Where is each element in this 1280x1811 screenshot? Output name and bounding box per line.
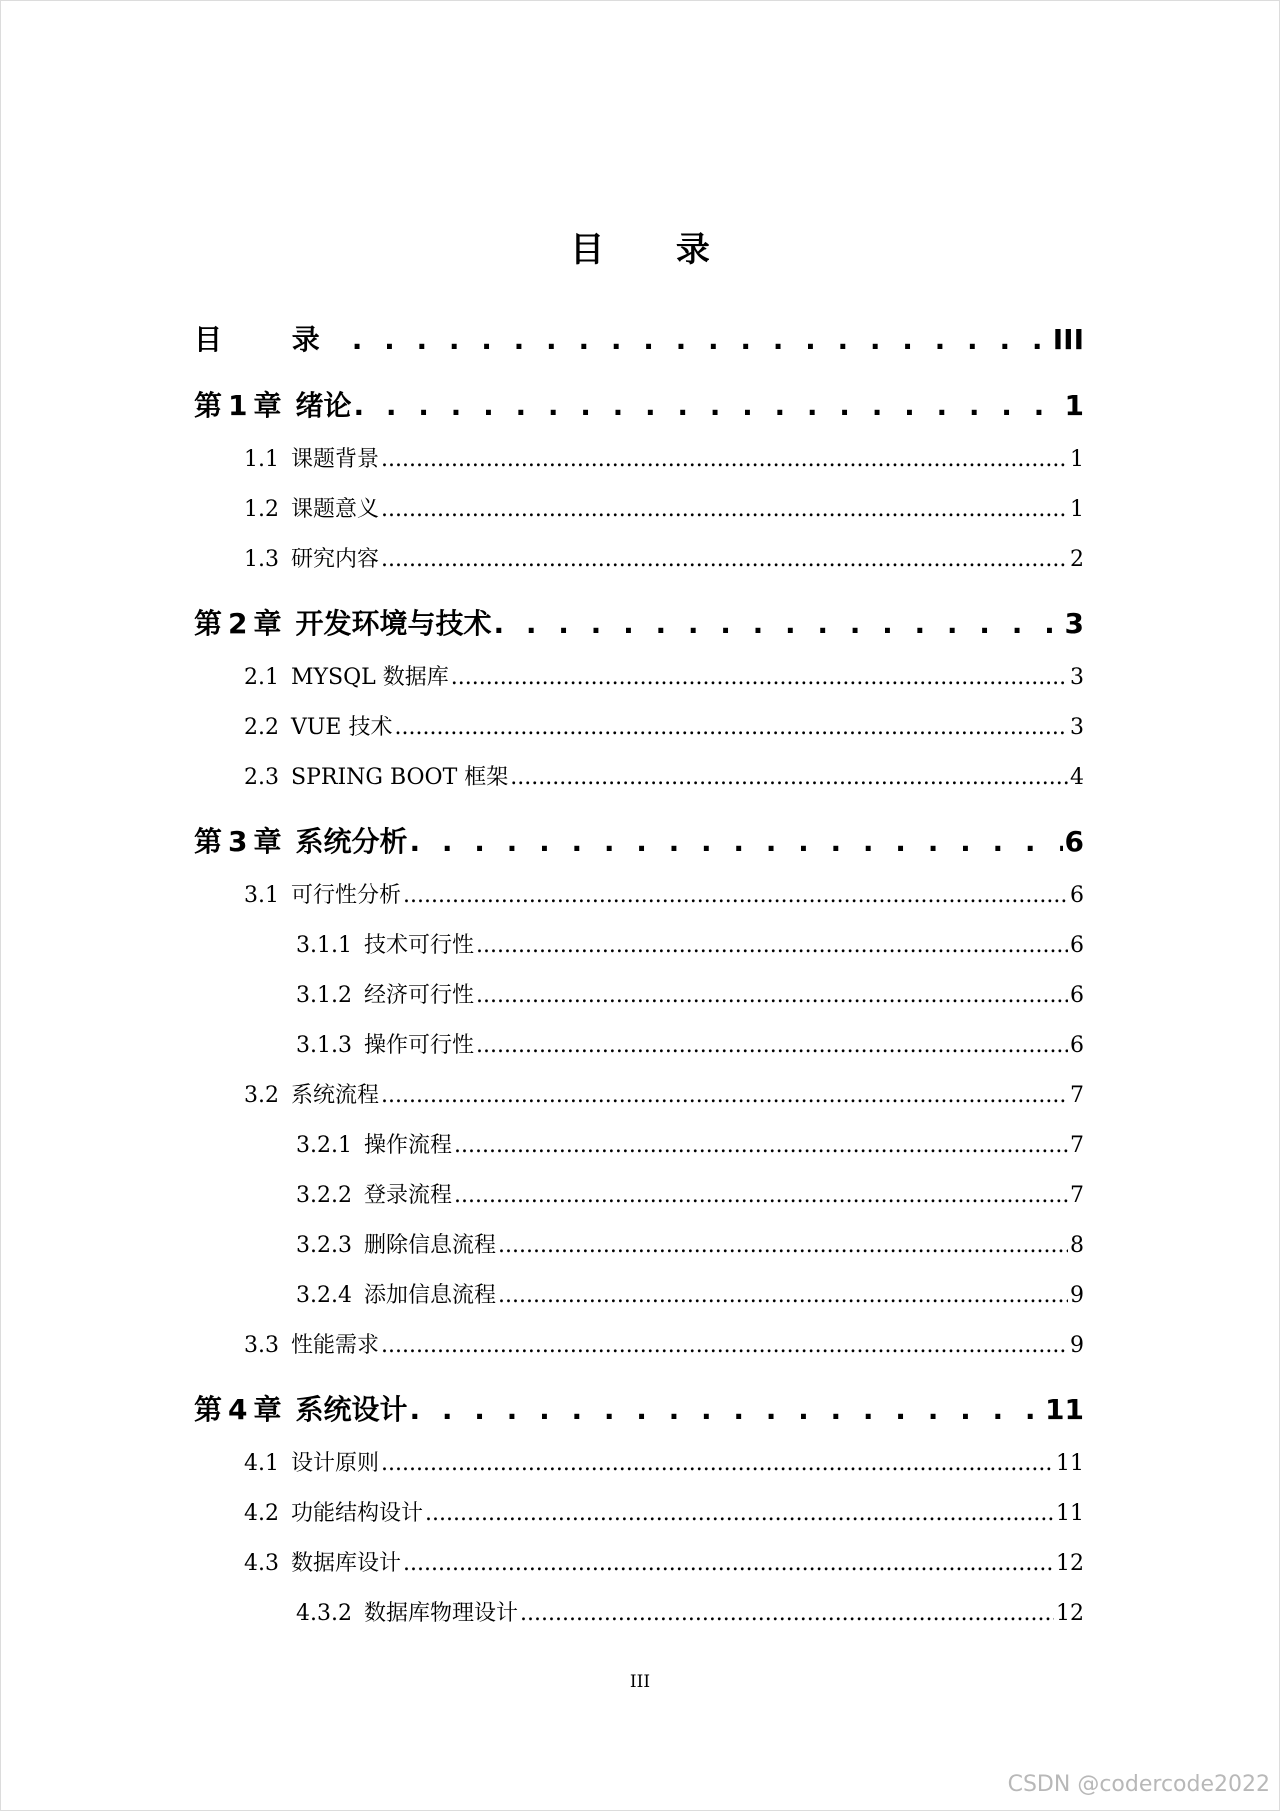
- toc-section-entry[interactable]: [244, 542, 1084, 574]
- section-number: 3.2.1: [296, 1133, 352, 1158]
- toc-page-number: 11: [1045, 1393, 1084, 1426]
- section-number: 3.1.3: [296, 1033, 352, 1058]
- toc-page-number: 11: [1056, 1451, 1084, 1476]
- chapter-prefix: 第: [194, 389, 223, 422]
- dot-leader: [454, 1133, 1068, 1158]
- chapter-title: 开发环境与技术: [295, 607, 492, 640]
- section-title: 可行性分析: [291, 883, 402, 908]
- toc-section-entry[interactable]: [296, 1278, 1084, 1310]
- toc-section-entry[interactable]: [296, 1178, 1084, 1210]
- section-title: 操作可行性: [363, 1033, 474, 1058]
- dot-leader: [403, 883, 1068, 908]
- toc-section-entry[interactable]: [296, 1128, 1084, 1160]
- section-title: VUE 技术: [291, 715, 393, 740]
- section-title: 系统流程: [291, 1083, 380, 1108]
- toc-page-number: 2: [1070, 547, 1084, 572]
- section-title: 经济可行性: [363, 983, 474, 1008]
- section-title: 数据库物理设计: [363, 1601, 518, 1626]
- toc-entry-label: [244, 442, 379, 473]
- dot-leader: [476, 933, 1068, 958]
- toc-entry-label: [296, 1228, 496, 1259]
- toc-entry-label: [194, 384, 352, 424]
- toc-page-number: 7: [1070, 1083, 1084, 1108]
- section-number: 2.3: [244, 765, 279, 790]
- toc-page-number: 7: [1070, 1133, 1084, 1158]
- toc-entry-label: [194, 820, 408, 860]
- toc-page-number: 1: [1070, 447, 1084, 472]
- section-number: 3.3: [244, 1333, 279, 1358]
- dot-leader: [476, 1033, 1068, 1058]
- section-title: 删除信息流程: [363, 1233, 496, 1258]
- section-number: 4.3: [244, 1551, 279, 1576]
- dot-leader: [494, 607, 1063, 640]
- toc-section-entry[interactable]: [244, 492, 1084, 524]
- toc-section-entry[interactable]: [244, 1546, 1084, 1578]
- chapter-title: 系统分析: [295, 825, 408, 858]
- toc-entry-label: [296, 1278, 496, 1309]
- toc-page-number: 6: [1070, 983, 1084, 1008]
- dot-leader: [381, 1083, 1068, 1108]
- chapter-title: 系统设计: [295, 1393, 408, 1426]
- toc-entry-label: [194, 1388, 408, 1428]
- toc-entry-label: [244, 492, 379, 523]
- toc-entry-label: [194, 318, 350, 358]
- toc-entry-label: [244, 542, 379, 573]
- toc-entry-label: [194, 602, 492, 642]
- dot-leader: [352, 323, 1051, 356]
- toc-chapter-entry[interactable]: [194, 384, 1084, 424]
- section-title: 功能结构设计: [291, 1501, 424, 1526]
- toc-page-number: 6: [1070, 1033, 1084, 1058]
- dot-leader: [476, 983, 1068, 1008]
- toc-section-entry[interactable]: [296, 928, 1084, 960]
- toc-entry-label: [244, 760, 508, 791]
- chapter-prefix: 第: [194, 607, 223, 640]
- section-title: 技术可行性: [363, 933, 474, 958]
- section-number: 1.2: [244, 497, 279, 522]
- toc-section-entry[interactable]: [296, 978, 1084, 1010]
- toc-page-number: III: [1052, 323, 1084, 356]
- section-number: 3.2: [244, 1083, 279, 1108]
- toc-chapter-entry[interactable]: [194, 1388, 1084, 1428]
- toc-section-entry[interactable]: [244, 760, 1084, 792]
- chapter-title: 绪论: [295, 389, 352, 422]
- section-title: 课题背景: [291, 447, 380, 472]
- dot-leader: [451, 665, 1068, 690]
- dot-leader: [510, 765, 1068, 790]
- section-title: MYSQL 数据库: [291, 665, 449, 690]
- dot-leader: [381, 1451, 1054, 1476]
- footer-page-number: III: [629, 1672, 651, 1692]
- section-title: SPRING BOOT 框架: [291, 765, 509, 790]
- dot-leader: [520, 1601, 1054, 1626]
- toc-chapter-entry[interactable]: [194, 820, 1084, 860]
- toc-section-entry[interactable]: [244, 442, 1084, 474]
- toc-entry-label: [244, 878, 401, 909]
- section-title: 课题意义: [291, 497, 380, 522]
- section-title: 设计原则: [291, 1451, 380, 1476]
- toc-entry-label: [296, 1178, 452, 1209]
- section-title: 研究内容: [291, 547, 380, 572]
- section-title: 操作流程: [363, 1133, 452, 1158]
- dot-leader: [381, 447, 1068, 472]
- dot-leader: [454, 1183, 1068, 1208]
- toc-entry-label: [244, 1496, 423, 1527]
- toc-page-number: 1: [1064, 389, 1084, 422]
- toc-page-number: 9: [1070, 1333, 1084, 1358]
- section-title: 登录流程: [363, 1183, 452, 1208]
- toc-chapter-entry[interactable]: [194, 602, 1084, 642]
- toc-page-number: 11: [1056, 1501, 1084, 1526]
- chapter-number: 3: [228, 825, 248, 858]
- toc-page-number: 3: [1064, 607, 1084, 640]
- toc-page-number: 3: [1070, 665, 1084, 690]
- dot-leader: [381, 1333, 1068, 1358]
- toc-page-number: 12: [1056, 1601, 1084, 1626]
- section-number: 4.2: [244, 1501, 279, 1526]
- chapter-suffix: 章: [253, 389, 282, 422]
- section-number: 4.1: [244, 1451, 279, 1476]
- dot-leader: [498, 1283, 1068, 1308]
- chapter-prefix: 第: [194, 1393, 223, 1426]
- chapter-title: 目 录: [194, 323, 350, 356]
- toc-section-entry[interactable]: [244, 710, 1084, 742]
- toc-entry-label: [296, 1128, 452, 1159]
- toc-section-entry[interactable]: [244, 1078, 1084, 1110]
- toc-section-entry[interactable]: [296, 1228, 1084, 1260]
- section-number: 2.2: [244, 715, 279, 740]
- dot-leader: [381, 547, 1068, 572]
- toc-entry-label: [244, 1446, 379, 1477]
- toc-page-number: 7: [1070, 1183, 1084, 1208]
- toc-section-entry[interactable]: [296, 1028, 1084, 1060]
- chapter-suffix: 章: [253, 1393, 282, 1426]
- toc-section-entry[interactable]: [244, 878, 1084, 910]
- toc-entry-label: [296, 1596, 518, 1627]
- toc-entry-label: [296, 1028, 474, 1059]
- section-title: 性能需求: [291, 1333, 380, 1358]
- dot-leader: [354, 389, 1063, 422]
- toc-section-entry[interactable]: [244, 1446, 1084, 1478]
- section-number: 3.2.3: [296, 1233, 352, 1258]
- dot-leader: [410, 1393, 1044, 1426]
- toc-entry-label: [244, 710, 392, 741]
- chapter-number: 1: [228, 389, 248, 422]
- toc-section-entry[interactable]: [244, 660, 1084, 692]
- toc-page-number: 6: [1070, 933, 1084, 958]
- toc-entry-label: [296, 928, 474, 959]
- chapter-prefix: 第: [194, 825, 223, 858]
- chapter-number: 4: [228, 1393, 248, 1426]
- toc-page-number: 6: [1070, 883, 1084, 908]
- section-number: 3.1.1: [296, 933, 352, 958]
- toc-page-number: 9: [1070, 1283, 1084, 1308]
- section-number: 3.1.2: [296, 983, 352, 1008]
- toc-entry-label: [296, 978, 474, 1009]
- page-title: 目 录: [570, 230, 740, 270]
- toc-entry-label: [244, 660, 449, 691]
- toc-page-number: 1: [1070, 497, 1084, 522]
- section-title: 数据库设计: [291, 1551, 402, 1576]
- toc-page-number: 6: [1064, 825, 1084, 858]
- watermark: CSDN @codercode2022: [1007, 1772, 1270, 1797]
- section-title: 添加信息流程: [363, 1283, 496, 1308]
- section-number: 1.3: [244, 547, 279, 572]
- toc-section-entry[interactable]: [244, 1328, 1084, 1360]
- toc-entry-label: [244, 1078, 379, 1109]
- dot-leader: [425, 1501, 1054, 1526]
- toc-chapter-entry[interactable]: [194, 318, 1084, 358]
- chapter-suffix: 章: [253, 825, 282, 858]
- section-number: 2.1: [244, 665, 279, 690]
- toc-entry-label: [244, 1546, 401, 1577]
- dot-leader: [394, 715, 1068, 740]
- chapter-number: 2: [228, 607, 248, 640]
- chapter-suffix: 章: [253, 607, 282, 640]
- dot-leader: [410, 825, 1063, 858]
- toc-page-number: 12: [1056, 1551, 1084, 1576]
- toc-page-number: 4: [1070, 765, 1084, 790]
- toc-page-number: 3: [1070, 715, 1084, 740]
- dot-leader: [381, 497, 1068, 522]
- toc-entry-label: [244, 1328, 379, 1359]
- section-number: 4.3.2: [296, 1601, 352, 1626]
- section-number: 3.2.4: [296, 1283, 352, 1308]
- toc-section-entry[interactable]: [296, 1596, 1084, 1628]
- section-number: 3.1: [244, 883, 279, 908]
- section-number: 1.1: [244, 447, 279, 472]
- toc-section-entry[interactable]: [244, 1496, 1084, 1528]
- dot-leader: [498, 1233, 1068, 1258]
- section-number: 3.2.2: [296, 1183, 352, 1208]
- dot-leader: [403, 1551, 1054, 1576]
- toc-page-number: 8: [1070, 1233, 1084, 1258]
